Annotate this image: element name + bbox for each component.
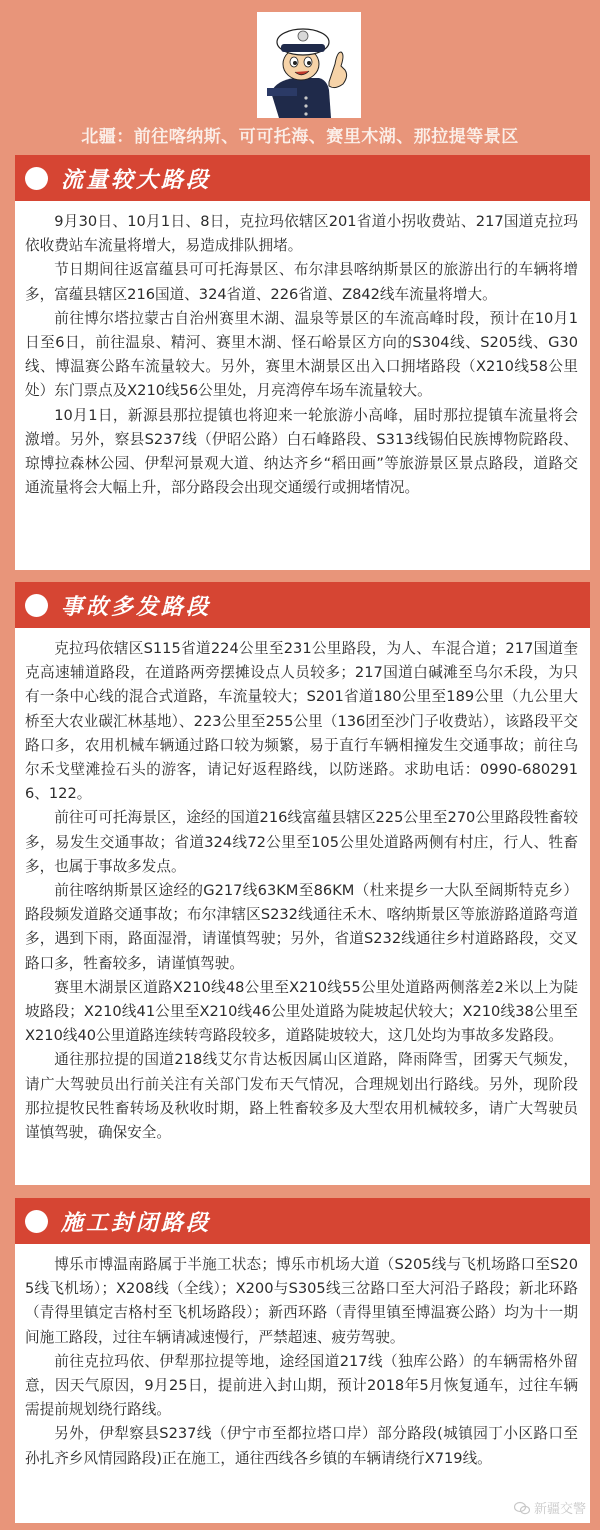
section-title: 事故多发路段 xyxy=(61,594,212,620)
paragraph: 10月1日，新源县那拉提镇也将迎来一轮旅游小高峰，届时那拉提镇车流量将会激增。另外，察县S237线（伊昭公路）白石峰路段、S313线锡伯民族博物院路段、琼博拉森林公园、伊犁河景观大道、纳达齐乡“稻田画”等旅游景区景点路段，道路交通流量将会大幅上升，部分路段会出现交通缓行或拥堵情况。 xyxy=(25,406,578,497)
page-subtitle: 北疆：前往喀纳斯、可可托海、赛里木湖、那拉提等景区 xyxy=(81,127,519,147)
paragraph: 赛里木湖景区道路X210线48公里至X210线55公里处道路两侧落差2米以上为陡坡路段；X210线41公里至X210线46公里处道路为陡坡起伏较大；X210线38公里至X210线40公里道路连续转弯路段较多，道路陡坡较大，这几处均为事故多发路段。 xyxy=(25,978,578,1045)
paragraph: 博乐市博温南路属于半施工状态；博乐市机场大道（S205线与飞机场路口至S205线飞机场）；X208线（全线）；X200与S305线三岔路口至大河沿子路段；新北环路（青得里镇定吉格村至飞机场路段）；新西环路（青得里镇至博温赛公路）均为十一期间施工路段，过往车辆请减速慢行，严禁超速、疲劳驾驶。 xyxy=(25,1256,578,1346)
paragraph: 9月30日、10月1日、8日，克拉玛依辖区201省道小拐收费站、217国道克拉玛依收费站车流量将增大，易造成排队拥堵。 xyxy=(25,213,578,255)
wechat-icon xyxy=(514,1501,530,1515)
section-body xyxy=(15,1244,590,1523)
bullet-dot-icon xyxy=(25,167,48,190)
section-body xyxy=(15,628,590,1185)
section-construction-closure xyxy=(15,1198,590,1523)
watermark xyxy=(514,1498,586,1517)
watermark-text: 新疆交警 xyxy=(533,1502,586,1517)
section-accident-prone xyxy=(15,582,590,1185)
section-title: 流量较大路段 xyxy=(61,167,212,193)
section-body xyxy=(15,201,590,570)
section-header xyxy=(15,155,590,201)
section-title: 施工封闭路段 xyxy=(61,1210,212,1236)
paragraph: 前往克拉玛依、伊犁那拉提等地，途经国道217线（独库公路）的车辆需格外留意，因天气原因，9月25日，提前进入封山期，预计2018年5月恢复通车，过往车辆需提前规划绕行路线。 xyxy=(25,1352,578,1419)
bullet-dot-icon xyxy=(25,1210,48,1233)
bullet-dot-icon xyxy=(25,594,48,617)
paragraph: 前往可可托海景区，途经的国道216线富蕴县辖区225公里至270公里路段牲畜较多，易发生交通事故；省道324线72公里至105公里处道路两侧有村庄，行人、牲畜多，也属于事故多发点。 xyxy=(25,809,578,875)
paragraph: 通往那拉提的国道218线艾尔肯达板因属山区道路，降雨降雪，团雾天气频发，请广大驾驶员出行前关注有关部门发布天气情况，合理规划出行路线。另外，现阶段那拉提牧民牲畜转场及秋收时期，路上牲畜较多及大型农用机械较多，请广大驾驶员谨慎驾驶，确保安全。 xyxy=(25,1051,578,1142)
section-heavy-traffic xyxy=(15,155,590,570)
paragraph: 另外，伊犁察县S237线（伊宁市至都拉塔口岸）部分路段(城镇园丁小区路口至孙扎齐乡风情园路段)正在施工，通往西线各乡镇的车辆请绕行X719线。 xyxy=(25,1425,578,1467)
paragraph: 克拉玛依辖区S115省道224公里至231公里路段，为人、车混合道；217国道奎克高速辅道路段，在道路两旁摆摊设点人员较多；217国道白碱滩至乌尔禾段，为只有一条中心线的混合式道路，车流量较大；S201省道180公里至189公里（九公里大桥至大农业碳汇林基地）、223公里至255公里（136团至沙门子收费站），该路段平交路口多，农用机械车辆通过路口较为频繁，易于直行车辆相撞发生交通事故；前往乌尔禾戈壁滩捡石头的游客，请记好返程路线，以防迷路。求助电话：0990-6802916、122。 xyxy=(25,640,578,803)
paragraph: 节日期间往返富蕴县可可托海景区、布尔津县喀纳斯景区的旅游出行的车辆将增多，富蕴县辖区216国道、324省道、226省道、Z842线车流量将增大。 xyxy=(25,261,578,303)
section-header xyxy=(15,582,590,628)
paragraph: 前往博尔塔拉蒙古自治州赛里木湖、温泉等景区的车流高峰时段，预计在10月1日至6日，前往温泉、精河、赛里木湖、怪石峪景区方向的S304线、S205线、G30线、博温赛公路车流量较大。另外，赛里木湖景区出入口拥堵路段（X210线58公里处）东门票点及X210线56公里处，月亮湾停车场车流量较大。 xyxy=(25,309,578,400)
police-mascot-image xyxy=(257,12,361,118)
paragraph: 前往喀纳斯景区途经的G217线63KM至86KM（杜来提乡一大队至阔斯特克乡）路段频发道路交通事故；布尔津辖区S232线通往禾木、喀纳斯景区等旅游路道路弯道多，遇到下雨，路面湿滑，请谨慎驾驶；另外，省道S232线通往乡村道路路段，交叉路口多，牲畜较多，请谨慎驾驶。 xyxy=(25,882,578,972)
police-officer-icon xyxy=(257,12,361,118)
section-header xyxy=(15,1198,590,1244)
